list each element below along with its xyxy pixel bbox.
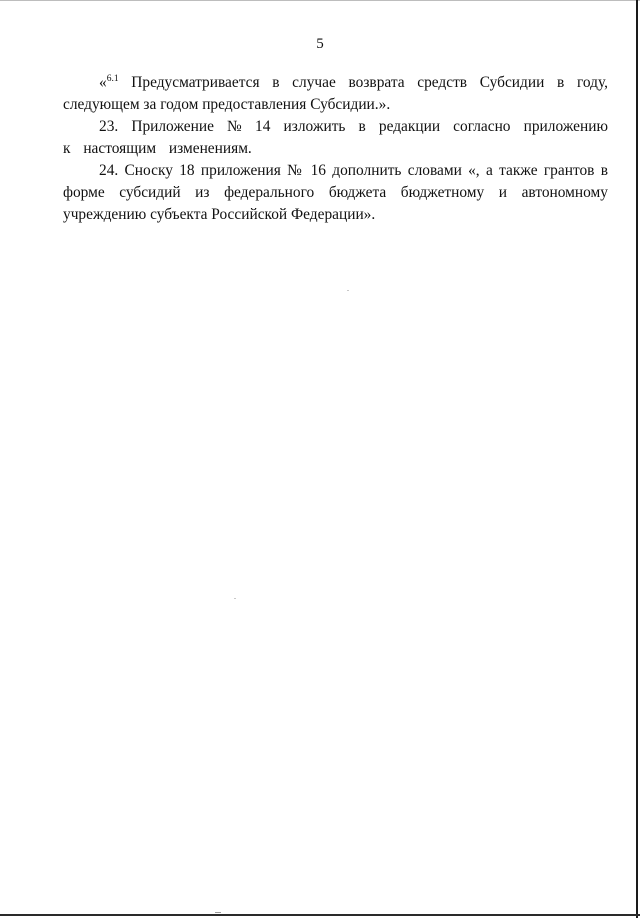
document-body xyxy=(63,72,608,226)
paragraph-quoted-clause xyxy=(63,72,608,116)
scan-speck xyxy=(347,290,349,291)
scan-edge-bottom xyxy=(0,914,640,916)
scan-edge-right xyxy=(636,0,638,918)
paragraph-item-24: 24. Сноску 18 приложения № 16 дополнить словами «, а также грантов в форме субсидий из федерального бюджета бюджетному и автономному учреждению субъекта Российской Федерации». xyxy=(63,162,608,223)
clause-number-superscript: 6.1 xyxy=(106,74,119,84)
opening-quote: « xyxy=(99,74,107,91)
scan-edge-top xyxy=(0,0,640,1)
page-number: 5 xyxy=(316,36,324,52)
paragraph-item-23: 23. Приложение № 14 изложить в редакции согласно приложению к настоящим изменениям. xyxy=(63,118,608,157)
scan-speck xyxy=(234,598,236,599)
scan-speck xyxy=(215,912,221,913)
quoted-clause-text: Предусматривается в случае возврата средств Субсидии в году, следующем за годом предоставления Субсидии.». xyxy=(63,74,608,113)
